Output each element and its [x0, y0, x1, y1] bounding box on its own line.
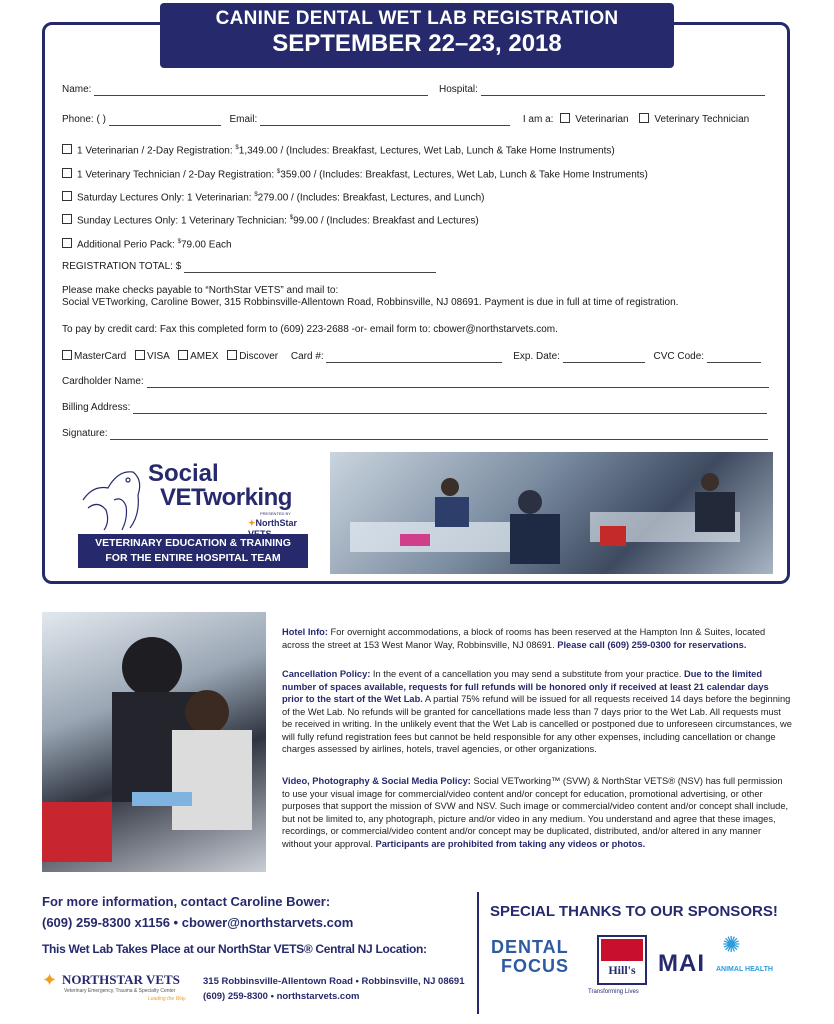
option-vet-2day-price: 1,349.00 / (Includes: Breakfast, Lectures, Wet Lab, Lunch & Take Home Instruments): [238, 145, 615, 157]
option-saturday-checkbox[interactable]: [62, 191, 72, 201]
hotel-info-text: For overnight accommodations, a block of rooms has been reserved at the Hampton Inn & Suites, located across the street at 153 West Manor Way, Robbinsville, NJ 08691.: [282, 627, 766, 650]
north-star-icon: ✦: [42, 970, 58, 990]
registration-total-label: REGISTRATION TOTAL: $: [62, 261, 182, 272]
hills-tagline: Transforming Lives: [588, 989, 639, 995]
social-vetworking-logo: [78, 460, 310, 570]
sponsors-heading: SPECIAL THANKS TO OUR SPONSORS!: [490, 903, 778, 920]
billing-label: Billing Address:: [62, 402, 131, 413]
visa-checkbox[interactable]: [135, 350, 145, 360]
hospital-field[interactable]: [481, 85, 765, 96]
mastercard-checkbox[interactable]: [62, 350, 72, 360]
cardholder-label: Cardholder Name:: [62, 376, 144, 387]
credit-card-instructions: To pay by credit card: Fax this completed form to (609) 223-2688 -or- email form to: cbower@northstarvets.com.: [62, 324, 558, 335]
option-vet-2day-checkbox[interactable]: [62, 144, 72, 154]
name-hospital-row: [62, 84, 765, 96]
northstar-vets-logo: [42, 970, 192, 1010]
dentistry-photo: [42, 612, 266, 872]
cancellation-text-1: In the event of a cancellation you may send a substitute from your practice.: [370, 669, 685, 679]
card-number-field[interactable]: [326, 352, 502, 363]
wet-lab-photo-sketch: [330, 452, 773, 574]
option-tech-2day-label: 1 Veterinary Technician / 2-Day Registration:: [77, 169, 277, 181]
cancellation-text-2: A partial 75% refund will be issued for all requests received 14 days before the beginning of the Wet Lab. No refunds will be granted for cancellations made less than 7 days prior to the Wet Lab. All requests must be received in writing. In the unlikely event that the Wet Lab is cancelled or postponed due to unforeseen circumstances, we will fully refund registration fees but cannot be held responsible for any other expenses, including cancellation or change charges assessed by airlines, hotels, travel agencies, or other organizations.: [282, 694, 792, 754]
technician-label: Veterinary Technician: [654, 114, 750, 125]
star-icon: ✦: [248, 518, 256, 528]
phone-field[interactable]: [109, 115, 221, 126]
hotel-info-phone: Please call (609) 259-0300 for reservations.: [557, 639, 747, 650]
option-saturday: [62, 189, 484, 204]
ns-logo-name: NORTHSTAR VETS: [62, 972, 180, 987]
signature-row: [62, 428, 768, 440]
phone-email-row: [62, 113, 749, 126]
hills-logo: [597, 935, 647, 985]
card-row: [62, 350, 761, 363]
hills-logo-banner: [601, 939, 643, 961]
technician-checkbox[interactable]: [639, 113, 649, 123]
registration-total-row: [62, 261, 436, 273]
exp-date-field[interactable]: [563, 352, 645, 363]
option-tech-2day-price: 359.00 / (Includes: Breakfast, Lectures, Wet Lab, Lunch & Take Home Instruments): [280, 169, 648, 181]
name-field[interactable]: [94, 85, 428, 96]
contact-phone-email: (609) 259-8300 x1156 • cbower@northstarvets.com: [42, 915, 354, 930]
option-vet-2day: [62, 142, 615, 157]
location-heading: This Wet Lab Takes Place at our NorthStar VETS® Central NJ Location:: [42, 942, 427, 956]
banner-date: SEPTEMBER 22–23, 2018: [272, 30, 562, 57]
hills-logo-text: Hill's: [608, 963, 636, 977]
wet-lab-photo: [330, 452, 773, 574]
mai-logo-text: MAI: [658, 950, 705, 977]
visa-label: VISA: [147, 351, 170, 362]
option-tech-2day-checkbox[interactable]: [62, 168, 72, 178]
exp-date-label: Exp. Date:: [513, 351, 560, 362]
title-banner: [160, 3, 674, 68]
logo-social-text: Social: [148, 460, 219, 487]
logo-tagline-line2: FOR THE ENTIRE HOSPITAL TEAM: [105, 552, 281, 564]
amex-checkbox[interactable]: [178, 350, 188, 360]
animal-sketch-icon: [78, 460, 148, 532]
discover-checkbox[interactable]: [227, 350, 237, 360]
billing-row: [62, 402, 767, 414]
billing-field[interactable]: [133, 403, 767, 414]
option-sunday-label: Sunday Lectures Only: 1 Veterinary Technician:: [77, 215, 290, 227]
check-instructions-line1: Please make checks payable to “NorthStar VETS” and mail to:: [62, 285, 339, 296]
option-saturday-price: 279.00 / (Includes: Breakfast, Lectures, and Lunch): [257, 192, 485, 204]
option-saturday-label: Saturday Lectures Only: 1 Veterinarian:: [77, 192, 255, 204]
cvc-label: CVC Code:: [653, 351, 705, 362]
amex-label: AMEX: [190, 351, 219, 362]
mai-star-icon: ✺: [722, 932, 741, 957]
currency-symbol: $: [235, 145, 239, 151]
registration-total-field[interactable]: [184, 262, 436, 273]
email-label: Email:: [229, 114, 258, 125]
video-policy: [282, 775, 792, 850]
role-label: I am a:: [522, 114, 554, 125]
logo-tagline-bar: [78, 534, 308, 568]
mai-tagline: ANIMAL HEALTH: [716, 966, 773, 973]
dentistry-photo-sketch: [42, 612, 266, 872]
mastercard-label: MasterCard: [74, 351, 127, 362]
logo-presented-by: PRESENTED BY: [260, 511, 291, 516]
currency-symbol: $: [177, 239, 181, 245]
ns-logo-subtitle: Veterinary Emergency, Trauma & Specialty Center: [64, 988, 176, 994]
ns-logo-tagline: Leading the Way.: [148, 996, 187, 1002]
option-perio-pack-price: 79.00 Each: [180, 239, 232, 251]
cvc-field[interactable]: [707, 352, 761, 363]
currency-symbol: $: [289, 215, 294, 221]
currency-symbol: $: [254, 192, 258, 198]
logo-vetworking-text: VETworking: [160, 484, 292, 511]
check-instructions: [62, 285, 678, 309]
dental-focus-line1: DENTAL: [491, 937, 569, 957]
phone-label: Phone: ( ): [62, 114, 106, 125]
email-field[interactable]: [260, 115, 510, 126]
location-phone-web: (609) 259-8300 • northstarvets.com: [203, 991, 360, 1002]
cancellation-emphasis: Due to the limited number of spaces available, requests for full refunds will be honored only if received at least 21 calendar days prior to the start of the Wet Lab.: [282, 669, 769, 704]
logo-northstar-label: NorthStar: [255, 518, 298, 528]
video-policy-text: Social VETworking™ (SVW) & NorthStar VETS® (NSV) has full permission to use your visual image for commercial/video content and/or concept for education, promotional advertising, or other purposes that support the mission of SVW and NSV. Such image or commercial/video content and/or concept shall include, but not be limited to, any photograph, picture and/or video in any medium. You understand and agree that these images, recordings, or commercial/video content and/or concept may be duplicated, distributed, and/or altered in any manner without your approval.: [282, 776, 789, 849]
hotel-info-heading: Hotel Info:: [282, 627, 328, 637]
option-perio-pack-checkbox[interactable]: [62, 238, 72, 248]
option-sunday-price: 99.00 / (Includes: Breakfast and Lectures): [293, 215, 479, 227]
hotel-info: [282, 626, 792, 651]
signature-field[interactable]: [110, 429, 768, 440]
card-number-label: Card #:: [290, 351, 324, 362]
veterinarian-checkbox[interactable]: [560, 113, 570, 123]
option-tech-2day: [62, 166, 648, 181]
cancellation-heading: Cancellation Policy:: [282, 669, 371, 679]
dental-focus-logo: [491, 938, 583, 982]
footer-divider: [477, 892, 479, 1014]
currency-symbol: $: [276, 169, 281, 175]
option-sunday: [62, 212, 479, 227]
location-address: 315 Robbinsville-Allentown Road • Robbinsville, NJ 08691: [203, 976, 465, 987]
logo-tagline-line1: VETERINARY EDUCATION & TRAINING: [95, 537, 291, 549]
signature-label: Signature:: [62, 428, 108, 439]
dental-focus-line2: FOCUS: [501, 956, 569, 976]
name-label: Name:: [62, 84, 92, 95]
cancellation-policy: [282, 668, 792, 756]
option-perio-pack: [62, 236, 232, 251]
hospital-label: Hospital:: [439, 84, 478, 95]
video-policy-emphasis: Participants are prohibited from taking any videos or photos.: [375, 838, 646, 849]
contact-heading: For more information, contact Caroline Bower:: [42, 894, 331, 909]
option-perio-pack-label: Additional Perio Pack:: [77, 239, 178, 251]
veterinarian-label: Veterinarian: [575, 114, 629, 125]
banner-title: CANINE DENTAL WET LAB REGISTRATION: [215, 8, 619, 29]
option-vet-2day-label: 1 Veterinarian / 2-Day Registration:: [77, 145, 236, 157]
cardholder-row: [62, 376, 769, 388]
option-sunday-checkbox[interactable]: [62, 214, 72, 224]
discover-label: Discover: [239, 351, 279, 362]
check-instructions-line2: Social VETworking, Caroline Bower, 315 Robbinsville-Allentown Road, Robbinsville, NJ 08691. Payment is due in full at time of registration.: [62, 297, 679, 308]
cardholder-field[interactable]: [147, 377, 769, 388]
video-policy-heading: Video, Photography & Social Media Policy:: [282, 776, 471, 786]
